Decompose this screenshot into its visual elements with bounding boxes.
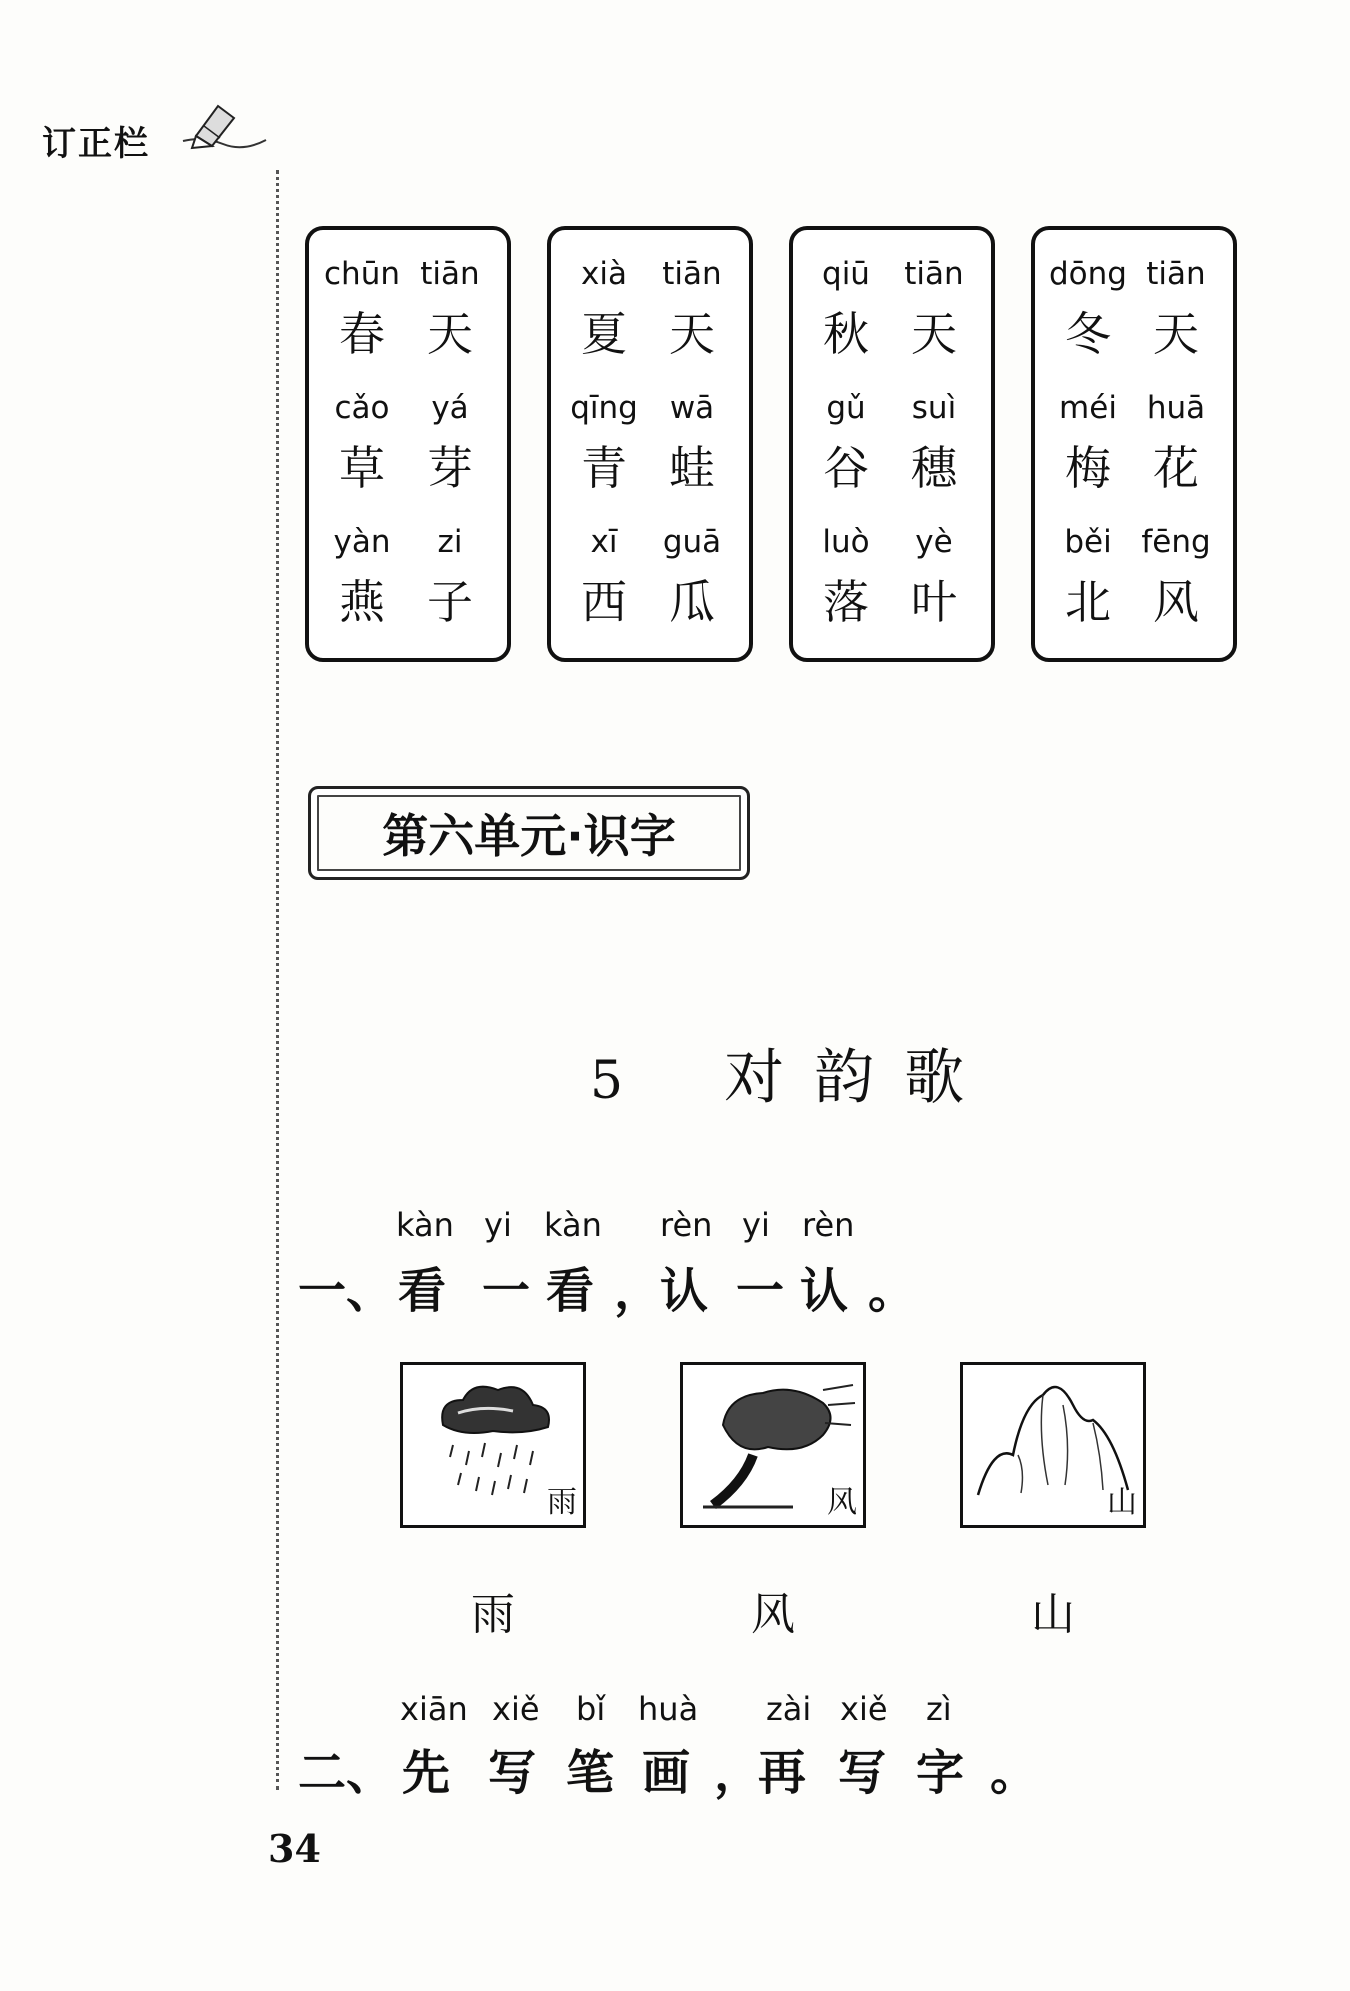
heading-char: ， (714, 1745, 763, 1801)
spring-card (305, 226, 511, 662)
pinyin: xiě (492, 1690, 540, 1728)
hanzi: 夏 (581, 307, 627, 361)
pinyin: zi (437, 524, 463, 560)
heading-char: 字 (916, 1745, 965, 1801)
pinyin: rèn (802, 1206, 855, 1244)
pinyin: kàn (396, 1206, 454, 1244)
vocab-pair (309, 382, 507, 512)
pinyin: wā (669, 390, 715, 426)
heading-char: 一 (482, 1263, 531, 1319)
lesson-name: 对韵歌 (724, 1043, 995, 1113)
vocab-pair (793, 382, 991, 512)
hanzi: 叶 (911, 575, 957, 629)
vocab-pair (309, 516, 507, 646)
unit-banner: 第六单元·识字 (308, 786, 750, 880)
hanzi: 花 (1153, 441, 1199, 495)
hanzi: 秋 (823, 307, 869, 361)
hanzi: 北 (1065, 575, 1111, 629)
page-number: 34 (268, 1826, 321, 1871)
hanzi: 燕 (339, 575, 385, 629)
hanzi: 子 (427, 575, 473, 629)
heading-char: 看 (546, 1263, 595, 1319)
hanzi: 天 (1153, 307, 1199, 361)
vocab-pair (551, 382, 749, 512)
pinyin: qīng (570, 390, 638, 426)
heading-char: 一 (736, 1263, 785, 1319)
vocab-pair (1035, 516, 1233, 646)
hanzi: 青 (581, 441, 627, 495)
pinyin: yàn (333, 524, 391, 560)
pinyin: bǐ (576, 1690, 606, 1728)
pinyin: tiān (904, 256, 964, 292)
pinyin: yá (431, 390, 469, 426)
seal-character: 山 (1107, 1485, 1137, 1520)
hanzi: 天 (911, 307, 957, 361)
hanzi: 落 (823, 575, 869, 629)
heading-char: 写 (838, 1745, 887, 1801)
lesson-number: 5 (590, 1051, 654, 1111)
heading-char: 再 (758, 1745, 807, 1801)
lesson-title (590, 1030, 994, 1116)
hanzi: 蛙 (669, 441, 715, 495)
pinyin: rèn (660, 1206, 713, 1244)
pinyin: huà (638, 1690, 699, 1728)
pinyin: dōng (1049, 256, 1127, 292)
vocab-pair (1035, 382, 1233, 512)
pinyin: tiān (420, 256, 480, 292)
margin-label: 订正栏 (42, 124, 150, 164)
pinyin: yè (915, 524, 953, 560)
wind-picture (680, 1362, 866, 1528)
vocab-pair (551, 516, 749, 646)
hanzi: 穗 (911, 441, 957, 495)
vocab-pair (309, 248, 507, 378)
pinyin: xī (590, 524, 618, 560)
pinyin: chūn (324, 256, 400, 292)
hanzi: 瓜 (669, 575, 715, 629)
heading-char: 。 (990, 1745, 1039, 1801)
pencil-icon (178, 96, 268, 156)
pinyin: méi (1059, 390, 1117, 426)
pinyin: zì (926, 1690, 952, 1728)
pinyin: cǎo (334, 390, 390, 426)
pinyin: yi (742, 1206, 770, 1244)
hanzi: 草 (339, 441, 385, 495)
heading-char: 笔 (566, 1745, 615, 1801)
heading-char: ， (614, 1263, 663, 1319)
pinyin: tiān (1146, 256, 1206, 292)
hanzi: 天 (669, 307, 715, 361)
seasons-vocab-cards (305, 226, 1245, 666)
pinyin: tiān (662, 256, 722, 292)
mountain-picture (960, 1362, 1146, 1528)
pinyin: fēng (1141, 524, 1211, 560)
heading-char: 认 (660, 1263, 709, 1319)
heading-char: 。 (868, 1263, 917, 1319)
hanzi: 谷 (823, 441, 869, 495)
pinyin: yi (484, 1206, 512, 1244)
winter-card (1031, 226, 1237, 662)
pinyin: zài (766, 1690, 812, 1728)
picture-label: 风 (751, 1589, 795, 1640)
picture-label: 山 (1031, 1589, 1075, 1640)
vocab-pair (793, 516, 991, 646)
pinyin: huā (1146, 390, 1206, 426)
hanzi: 冬 (1065, 307, 1111, 361)
pinyin: běi (1064, 524, 1112, 560)
rain-picture (400, 1362, 586, 1528)
pinyin: kàn (544, 1206, 602, 1244)
vocab-pair (551, 248, 749, 378)
pinyin: qiū (822, 256, 870, 292)
heading-char: 先 (402, 1745, 451, 1801)
pinyin: guā (662, 524, 722, 560)
hanzi: 风 (1153, 575, 1199, 629)
summer-card (547, 226, 753, 662)
hanzi: 芽 (427, 441, 473, 495)
hanzi: 春 (339, 307, 385, 361)
section-number: 二、 (298, 1745, 395, 1801)
seal-character: 雨 (547, 1485, 577, 1520)
pinyin: xiě (840, 1690, 888, 1728)
hanzi: 梅 (1065, 441, 1111, 495)
heading-char: 写 (488, 1745, 537, 1801)
vocab-pair (793, 248, 991, 378)
autumn-card (789, 226, 995, 662)
pinyin: luò (822, 524, 870, 560)
pinyin: gǔ (826, 390, 866, 426)
hanzi: 西 (581, 575, 627, 629)
hanzi: 天 (427, 307, 473, 361)
heading-char: 画 (642, 1745, 691, 1801)
vocab-pair (1035, 248, 1233, 378)
correction-margin-divider (276, 170, 279, 1790)
section-number: 一、 (298, 1263, 395, 1319)
picture-label: 雨 (471, 1589, 515, 1640)
pinyin: xiān (400, 1690, 468, 1728)
seal-character: 风 (827, 1485, 857, 1520)
heading-char: 认 (800, 1263, 849, 1319)
pinyin: xià (581, 256, 627, 292)
heading-char: 看 (398, 1263, 447, 1319)
pinyin: suì (911, 390, 957, 426)
